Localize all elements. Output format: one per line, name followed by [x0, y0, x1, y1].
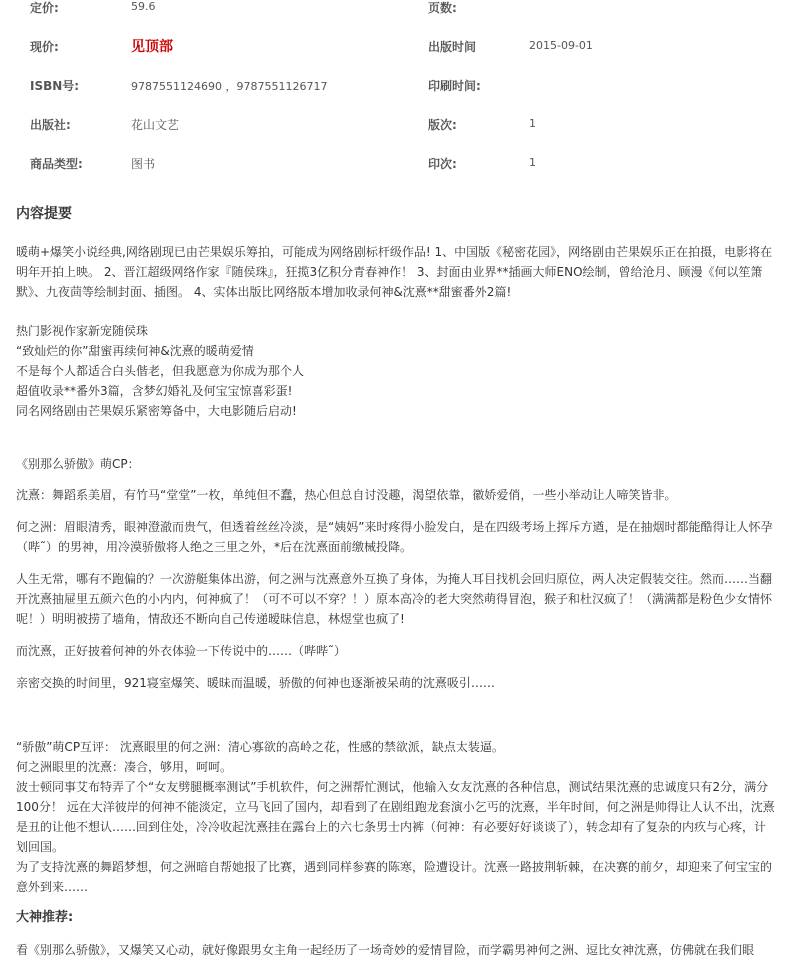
- price-label: 定价:: [30, 1, 59, 15]
- info-row: [0, 143, 790, 182]
- info-row: [0, 104, 790, 143]
- summary-highlights: [16, 321, 776, 421]
- story-paragraph-3: [16, 673, 776, 693]
- isbn-label: ISBN号:: [30, 79, 80, 93]
- publish-date-value: 2015-09-01: [529, 39, 593, 52]
- recommend-text: [16, 940, 776, 960]
- review-line: 波士顿同事艾布特弄了个“女友劈腿概率测试”手机软件，何之洲帮忙测试，他输入女友沈熹的各种信息，测试结果沈熹的忠诚度只有2分，满分100分！ 远在大洋彼岸的何神不能淡定，立马飞回了国内，却看到了在剧组跑龙套演小乞丐的沈熹，半年时间，何之洲是帅得让人认不出，沈熹是丑的让他不想认……回到住处，冷冷收起沈熹挂在露台上的六七条男士内裤（何神：有必要好好谈谈了），转念却有了复杂的内疚与心疼，计划回国。: [16, 780, 775, 854]
- isbn-value: 9787551124690 ，9787551126717: [131, 80, 328, 93]
- recommend-line: 看《别那么骄傲》，又爆笑又心动，就好像跟男女主角一起经历了一场奇妙的爱情冒险，而学霸男神何之洲、逗比女神沈熹，仿佛就在我们眼: [16, 943, 755, 957]
- story-paragraph-1: [16, 569, 776, 629]
- shen-xi-text: 沈熹：舞蹈系美眉，有竹马“堂堂”一枚，单纯但不蠢，热心但总自讨没趣，渴望依靠，徽娇爱俏，一些小举动让人啼笑皆非。: [16, 488, 677, 502]
- cp-title: [16, 454, 776, 474]
- pages-label: 页数:: [428, 1, 457, 15]
- review-line: “骄傲”萌CP互评： 沈熹眼里的何之洲：清心寡欲的高岭之花，性感的禁欲派，缺点太装逼。: [16, 740, 504, 754]
- highlight-line: 热门影视作家新宠随侯珠: [16, 324, 149, 338]
- impression-value: 1: [529, 156, 536, 169]
- book-info-table: [0, 0, 790, 195]
- info-row: [0, 65, 790, 104]
- summary-paragraph: 暖萌+爆笑小说经典,网络剧现已由芒果娱乐筹拍，可能成为网络剧标杆级作品! 1、中国版《秘密花园》，网络剧由芒果娱乐正在拍摄，电影将在明年开拍上映。 2、晋江超级网络作家『随侯珠』，狂揽3亿积分青春神作！ 3、封面由业界**插画大师ENO绘制，曾给沧月、顾漫《何以笙箫默》、九夜茴等绘制封面、插图。 4、实体出版比网络版本增加收录何神&沈熹**甜蜜番外2篇!: [16, 245, 773, 299]
- review-line: 何之洲眼里的沈熹：凑合，够用，呵呵。: [16, 760, 233, 774]
- edition-label: 版次:: [428, 118, 457, 132]
- story-text: 人生无常，哪有不跑偏的？一次游艇集体出游，何之洲与沈熹意外互换了身体，为掩人耳目找机会回归原位，两人决定假装交往。然而……当翻开沈熹抽屉里五颜六色的小内内，何神疯了！（可不可以不穿？！）原本高冷的老大突然萌得冒泡，猴子和杜汉疯了！（满满都是粉色少女情怀呢！）明明被捞了墙角，情敌还不断向自己传递暧昧信息，林煜堂也疯了!: [16, 572, 773, 626]
- story-text: 而沈熹，正好披着何神的外衣体验一下传说中的……（哔哔˜）: [16, 644, 347, 658]
- story-text: 亲密交换的时间里，921寝室爆笑、暖昧而温暖，骄傲的何神也逐渐被呆萌的沈熹吸引……: [16, 676, 495, 690]
- recommend-title: [16, 908, 776, 928]
- product-type-label: 商品类型:: [30, 157, 83, 171]
- edition-value: 1: [529, 117, 536, 130]
- cp-title-text: 《别那么骄傲》萌CP：: [16, 457, 140, 471]
- info-row: [0, 0, 790, 26]
- product-type-value: 图书: [131, 157, 156, 171]
- impression-label: 印次:: [428, 157, 457, 171]
- publisher-label: 出版社:: [30, 118, 71, 132]
- shen-xi-desc: [16, 485, 776, 505]
- highlight-line: “致灿烂的你”甜蜜再续何神&沈熹的暖萌爱情: [16, 344, 254, 358]
- story-paragraph-2: [16, 641, 776, 661]
- highlight-line: 不是每个人都适合白头偕老，但我愿意为你成为那个人: [16, 364, 305, 378]
- info-row: [0, 26, 790, 65]
- publisher-value: 花山文艺: [131, 118, 180, 132]
- summary-title: 内容提要: [16, 206, 72, 222]
- price-value: 59.6: [131, 0, 156, 13]
- summary-intro: [16, 242, 776, 302]
- current-price-value[interactable]: 见顶部: [131, 39, 173, 55]
- current-price-label: 现价:: [30, 40, 59, 54]
- recommend-title-text: 大神推荐:: [16, 910, 74, 925]
- review-section: [16, 737, 776, 897]
- he-zhizhou-text: 何之洲：眉眼清秀，眼神澄澈而贵气，但透着丝丝冷淡，是“姨妈”来时疼得小脸发白，是在四级考场上挥斥方遒，是在抽烟时都能酷得让人怀孕（哔˜）的男神，用冷漠骄傲将人绝之三里之外，*后在沈熹面前缴械投降。: [16, 520, 773, 554]
- review-line: 为了支持沈熹的舞蹈梦想，何之洲暗自帮她报了比赛，遇到同样参赛的陈寒，险遭设计。沈熹一路披荆斩棘，在决赛的前夕，却迎来了何宝宝的意外到来……: [16, 860, 773, 894]
- print-time-label: 印刷时间:: [428, 79, 481, 93]
- publish-date-label: 出版时间: [428, 40, 477, 54]
- highlight-line: 超值收录**番外3篇，含梦幻婚礼及何宝宝惊喜彩蛋!: [16, 384, 293, 398]
- highlight-line: 同名网络剧由芒果娱乐紧密筹备中，大电影随后启动!: [16, 404, 297, 418]
- he-zhizhou-desc: [16, 517, 776, 557]
